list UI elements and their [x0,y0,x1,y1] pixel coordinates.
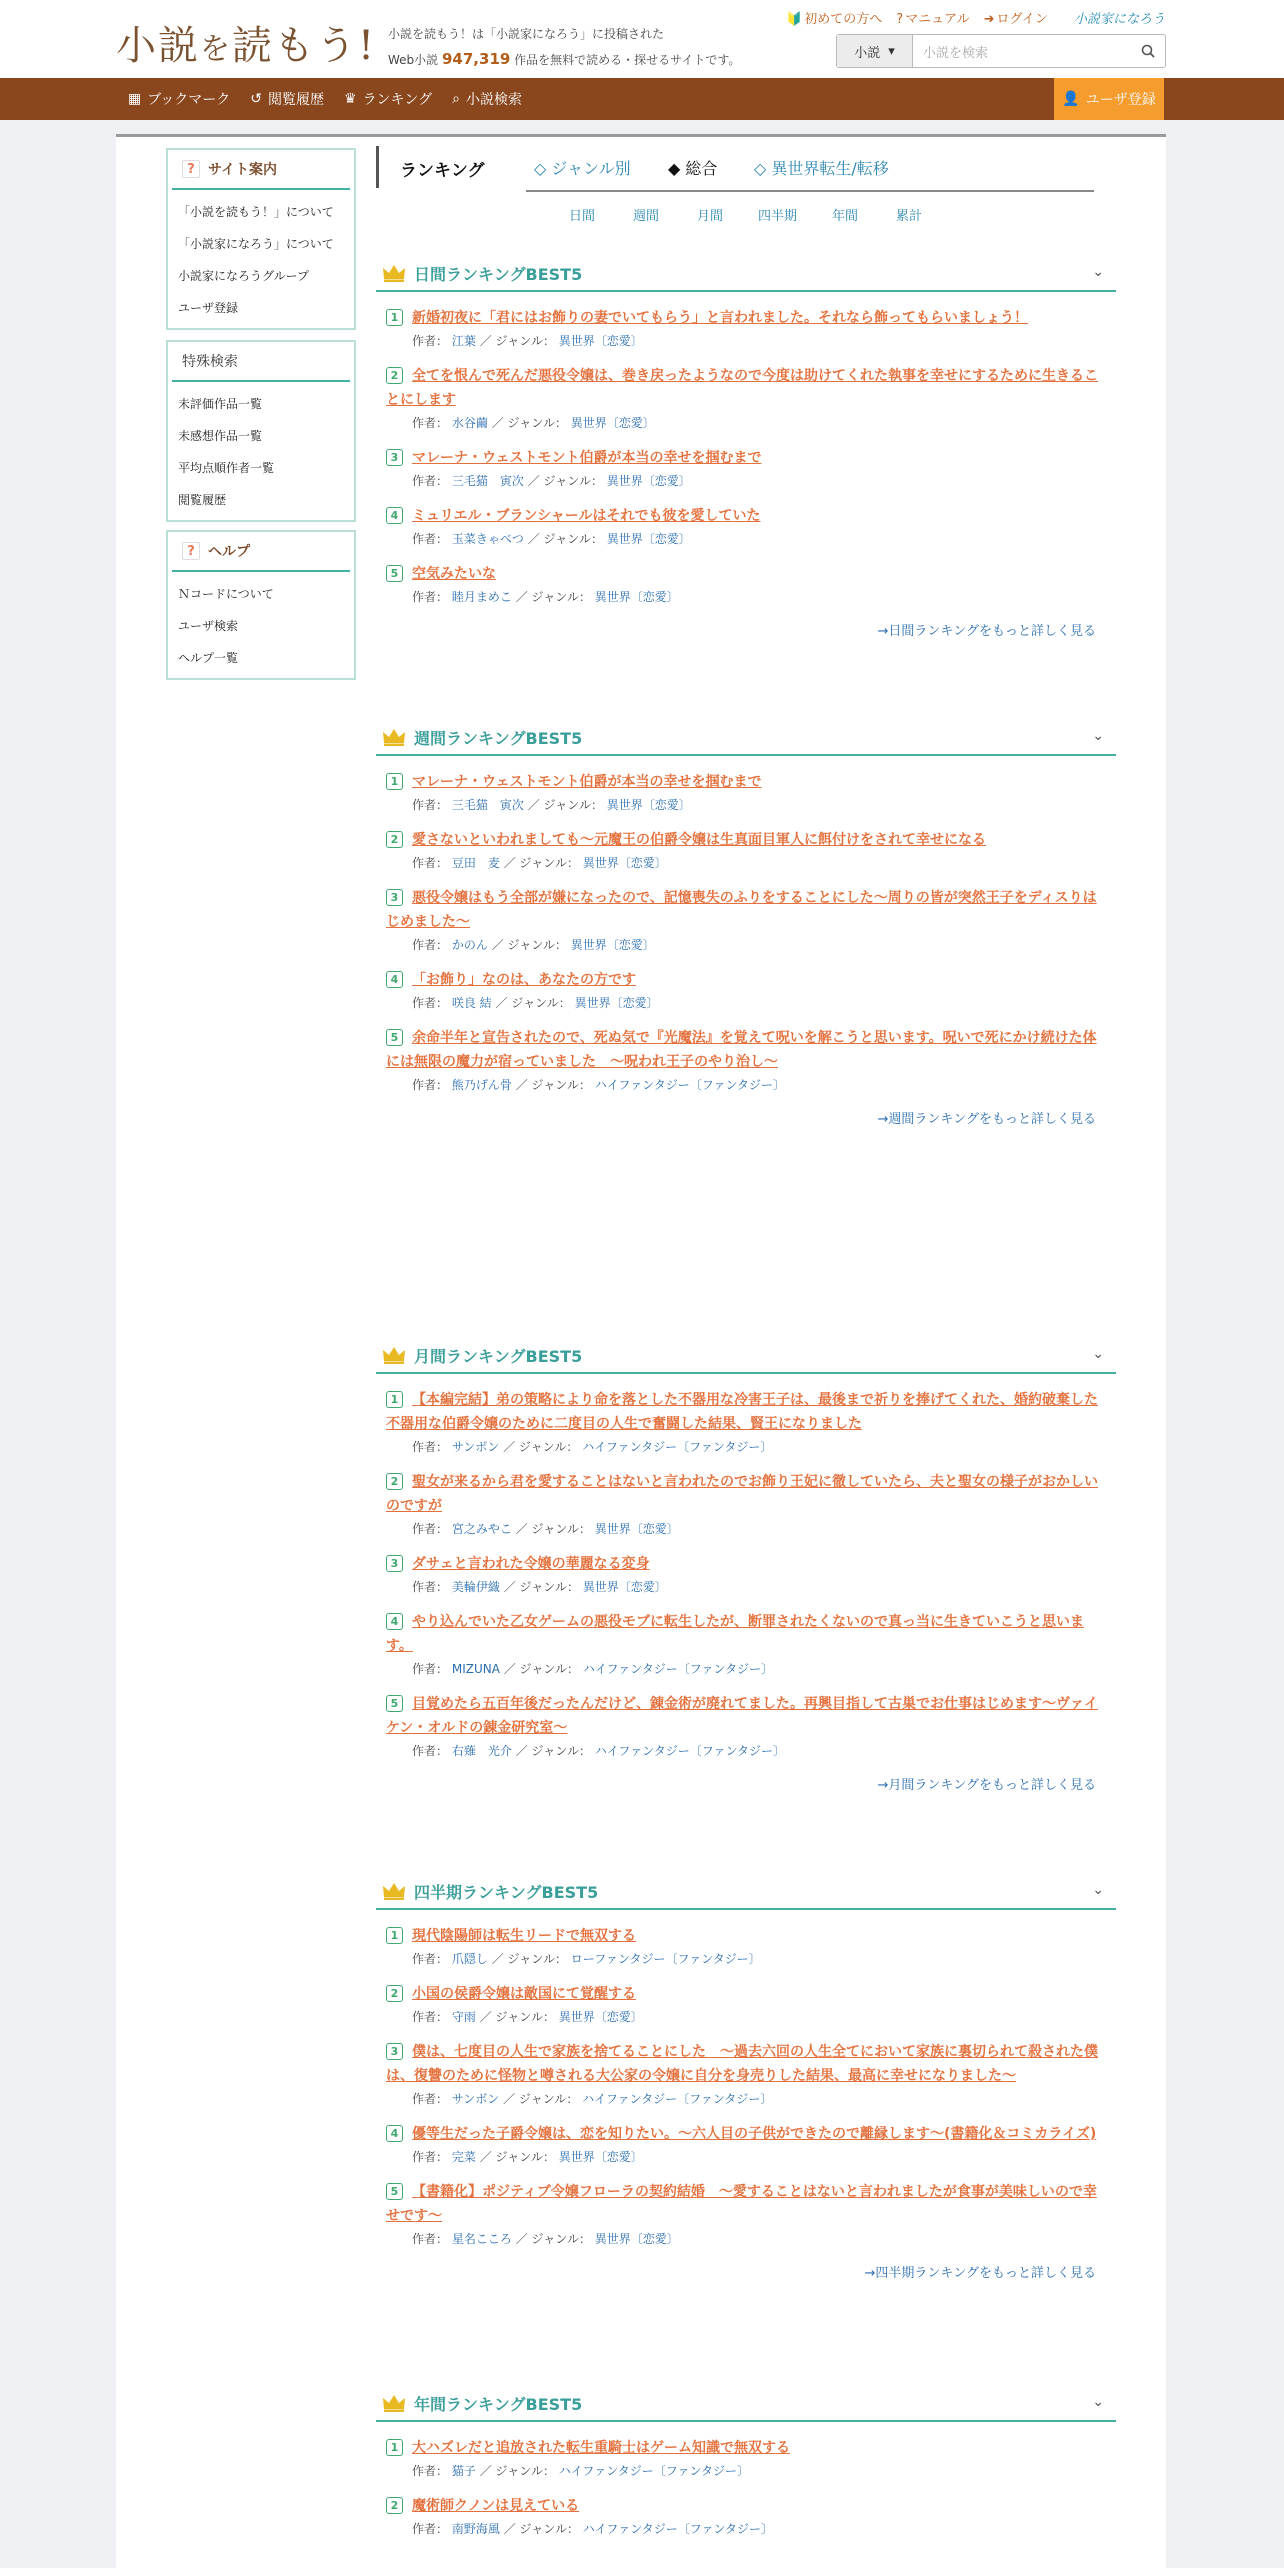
author-link[interactable]: 猫子 [451,2464,476,2478]
top-links [786,8,1048,27]
genre-link[interactable]: 異世界〔恋愛〕 [574,996,659,1010]
author-label: 作者： [412,334,449,348]
question-icon: ? [896,12,904,27]
login-link[interactable]: ➜ ログイン [983,12,1048,27]
ranking-entry [376,562,1116,606]
genre-label: ／ ジャンル： [515,1522,591,1536]
tab-isekai[interactable]: ◇ 異世界転生/転移 [754,159,889,178]
search-icon: ⌕ [452,91,460,107]
genre-label: ／ ジャンル： [527,532,603,546]
search-icon [1141,44,1155,58]
sidebar-item-help-list[interactable]: ヘルプ一覧 [178,651,239,665]
novel-meta [386,936,1106,954]
genre-label: ／ ジャンル： [515,1078,591,1092]
search-bar [836,34,1166,68]
period-tabs [566,205,925,224]
chevron-down-icon[interactable]: ⌄ [1092,1882,1104,1898]
author-link[interactable]: 睦月まめこ [451,590,512,604]
novel-title-link[interactable]: マレーナ・ウェストモント伯爵が本当の幸せを掴むまで [412,450,762,466]
rank-badge: 3 [386,449,403,466]
history-icon: ↺ [250,91,262,107]
novel-title-link[interactable]: 【書籍化】ポジティブ令嬢フローラの契約結婚 ～愛することはないと言われましたが食事が美味しいので幸せです～ [386,2184,1097,2224]
sidebar-item-no-review[interactable]: 未感想作品一覧 [178,429,263,443]
rank-badge: 3 [386,1555,403,1572]
chevron-down-icon[interactable]: ⌄ [1092,264,1104,280]
period-monthly[interactable]: 月間 [696,209,723,224]
period-total[interactable]: 累計 [896,209,923,224]
sidebar-item-ncode[interactable]: Ｎコードについて [178,587,274,601]
author-label: 作者： [412,2232,449,2246]
genre-label: ／ ジャンル： [479,2464,555,2478]
novel-meta [386,1950,1106,1968]
site-tagline: 小説を読もう！は「小説家になろう」に投稿された Web小説 947,319 作品を無料で読める・探せるサイトです。 [388,27,741,68]
author-link[interactable]: 南野海風 [451,2522,500,2536]
novel-meta [386,1076,1106,1094]
special-search-box [166,340,356,522]
chevron-down-icon: ▾ [888,43,895,59]
genre-label: ／ ジャンル： [503,2092,579,2106]
rank-badge: 2 [386,2497,403,2514]
novel-title-link[interactable]: 【本編完結】弟の策略により命を落とした不器用な冷害王子は、最後まで祈りを捧げてくれた、婚約破棄した不器用な伯爵令嬢のために二度目の人生で奮闘した結果、賢王になりました [386,1392,1098,1432]
novel-meta [386,530,1106,548]
novel-title-link[interactable]: 新婚初夜に「君にはお飾りの妻でいてもらう」と言われました。それなら飾ってもらいましょう！ [412,310,1028,326]
novel-title-link[interactable]: 全てを恨んで死んだ悪役令嬢は、巻き戻ったようなので今度は助けてくれた執事を幸せにするために生きることにします [386,368,1098,408]
section-header[interactable] [376,1338,1116,1374]
genre-link[interactable]: 異世界〔恋愛〕 [594,2232,679,2246]
novel-title-link[interactable]: 愛さないといわれましても～元魔王の伯爵令嬢は生真面目軍人に餌付けをされて幸せになる [412,832,986,848]
crown-icon: ♛ [344,91,357,107]
author-link[interactable]: 三毛猫 寅次 [451,798,524,812]
nav-history[interactable]: ↺ 閲覧履歴 [250,91,324,108]
section-title: 日間ランキングBEST5 [414,264,583,284]
genre-link[interactable]: 異世界〔恋愛〕 [570,938,655,952]
author-link[interactable]: 完菜 [451,2150,476,2164]
more-ranking-link[interactable]: →月間ランキングをもっと詳しく見る [877,1778,1096,1793]
novel-meta [386,2462,1106,2480]
author-label: 作者： [412,416,449,430]
chevron-down-icon[interactable]: ⌄ [1092,2394,1104,2410]
novel-meta [386,332,1106,350]
novel-title-link[interactable]: 「お飾り」なのは、あなたの方です [412,972,636,988]
author-label: 作者： [412,590,449,604]
genre-link[interactable]: ハイファンタジー〔ファンタジー〕 [558,2464,749,2478]
genre-label: ／ ジャンル： [515,2232,591,2246]
novel-title-link[interactable]: 魔術師クノンは見えている [412,2498,580,2514]
narou-brand-link[interactable]: 小説家になろう [1074,12,1166,27]
novel-title-link[interactable]: 悪役令嬢はもう全部が嫌になったので、記憶喪失のふりをすることにした～周りの皆が突然王子をディスりはじめました～ [386,890,1097,930]
author-label: 作者： [412,1744,449,1758]
novel-title-link[interactable]: 目覚めたら五百年後だったんだけど、錬金術が廃れてました。再興目指して古巣でお仕事はじめます～ヴァイケン・オルドの錬金研究室～ [386,1696,1098,1736]
genre-link[interactable]: 異世界〔恋愛〕 [582,1580,667,1594]
genre-label: ／ ジャンル： [503,1662,580,1676]
work-count: 947,319 [442,50,511,68]
novel-title-link[interactable]: やり込んでいた乙女ゲームの悪役モブに転生したが、断罪されたくないので真っ当に生きていこうと思います。 [386,1614,1084,1654]
ranking-entry [376,1610,1116,1678]
section-title: 年間ランキングBEST5 [414,2394,583,2414]
crown-icon [382,727,406,747]
ranking-entry [376,2040,1116,2108]
novel-meta [386,2520,1106,2538]
genre-label: ／ ジャンル： [503,2522,579,2536]
search-button[interactable] [1131,35,1165,67]
author-label: 作者： [412,2092,449,2106]
chevron-down-icon[interactable]: ⌄ [1092,1346,1104,1362]
genre-link[interactable]: ハイファンタジー〔ファンタジー〕 [594,1078,785,1092]
genre-link[interactable]: 異世界〔恋愛〕 [558,2150,643,2164]
ranking-entry [376,2494,1116,2538]
rank-badge: 4 [386,1613,403,1630]
genre-label: ／ ジャンル： [491,416,567,430]
author-link[interactable]: 三毛猫 寅次 [451,474,524,488]
rank-badge: 4 [386,2125,403,2142]
first-time-link[interactable]: 🔰 初めての方へ [786,12,883,27]
author-link[interactable]: MIZUNA [451,1662,500,1676]
genre-link[interactable]: ハイファンタジー〔ファンタジー〕 [582,1662,774,1676]
site-guide-title: ? サイト案内 [172,150,350,190]
search-type-select[interactable]: 小説 ▾ [837,35,913,67]
section-header[interactable] [376,720,1116,756]
genre-label: ／ ジャンル： [503,856,579,870]
site-guide-box [166,148,356,330]
genre-label: ／ ジャンル： [491,938,567,952]
ranking-section-weekly [376,720,1116,1127]
ranking-entry [376,1470,1116,1538]
author-label: 作者： [412,1522,449,1536]
author-link[interactable]: 熊乃げん骨 [451,1078,512,1092]
rank-badge: 5 [386,1029,403,1046]
period-yearly[interactable]: 年間 [832,209,859,224]
manual-link[interactable]: ? マニュアル [896,12,970,27]
section-title: 月間ランキングBEST5 [414,1346,583,1366]
ranking-entry [376,1924,1116,1968]
author-link[interactable]: 豆田 麦 [451,856,500,870]
ranking-entry [376,1026,1116,1094]
section-header[interactable] [376,2386,1116,2422]
ranking-entry [376,2436,1116,2480]
author-label: 作者： [412,2464,449,2478]
sidebar-item-group[interactable]: 小説家になろうグループ [178,269,310,283]
genre-label: ／ ジャンル： [503,1440,579,1454]
crown-icon [382,1881,406,1901]
author-link[interactable]: 水谷繭 [451,416,488,430]
novel-title-link[interactable]: マレーナ・ウェストモント伯爵が本当の幸せを掴むまで [412,774,762,790]
novel-title-link[interactable]: 優等生だった子爵令嬢は、恋を知りたい。～六人目の子供ができたので離縁します～(書籍化＆コミカライズ) [412,2126,1097,2142]
novel-title-link[interactable]: 小国の侯爵令嬢は敵国にて覚醒する [412,1986,636,2002]
ranking-entry [376,504,1116,548]
genre-link[interactable]: 異世界〔恋愛〕 [570,416,655,430]
novel-title-link[interactable]: 余命半年と宣告されたので、死ぬ気で『光魔法』を覚えて呪いを解こうと思います。呪いで死にかけ続けた体には無限の魔力が宿っていました 〜呪われ王子のやり治し〜 [386,1030,1097,1070]
rank-badge: 2 [386,367,403,384]
sidebar-item-register[interactable]: ユーザ登録 [178,301,239,315]
author-label: 作者： [412,2010,449,2024]
genre-label: ／ ジャンル： [515,590,591,604]
author-label: 作者： [412,474,449,488]
novel-meta [386,796,1106,814]
section-header[interactable] [376,1874,1116,1910]
genre-label: ／ ジャンル： [515,1744,591,1758]
novel-title-link[interactable]: 空気みたいな [412,566,496,582]
more-ranking-link[interactable]: →四半期ランキングをもっと詳しく見る [864,2266,1096,2281]
nav-ranking[interactable]: ♛ ランキング [344,91,433,108]
novel-title-link[interactable]: 聖女が来るから君を愛することはないと言われたのでお飾り王妃に徹していたら、夫と聖女の様子がおかしいのですが [386,1474,1098,1514]
chevron-down-icon[interactable]: ⌄ [1092,728,1104,744]
genre-link[interactable]: ハイファンタジー〔ファンタジー〕 [582,1440,773,1454]
ranking-entry [376,2122,1116,2166]
help-box [166,530,356,680]
novel-meta [386,994,1106,1012]
genre-link[interactable]: 異世界〔恋愛〕 [606,474,691,488]
user-register-button[interactable]: 👤 ユーザ登録 [1054,78,1164,120]
novel-meta [386,472,1106,490]
novel-meta [386,1578,1106,1596]
genre-label: ／ ジャンル： [527,798,603,812]
author-link[interactable]: 右薙 光介 [451,1744,512,1758]
special-search-title: 特殊検索 [172,342,350,382]
site-logo[interactable]: 小説を読もう! [116,23,377,69]
beginner-icon: 🔰 [786,12,803,27]
author-link[interactable]: サンボン [451,2092,500,2106]
tab-genre[interactable]: ◇ ジャンル別 [534,159,631,178]
genre-label: ／ ジャンル： [479,334,555,348]
tab-overall[interactable]: ◆ 総合 [668,159,718,178]
author-label: 作者： [412,1662,449,1676]
author-link[interactable]: 守雨 [451,2010,476,2024]
rank-badge: 1 [386,1391,403,1408]
ranking-entry [376,828,1116,872]
author-link[interactable]: 爪隠し [451,1952,488,1966]
rank-badge: 2 [386,831,403,848]
novel-title-link[interactable]: 僕は、七度目の人生で家族を捨てることにした ～過去六回の人生全てにおいて家族に裏切られて殺された僕は、復讐のために怪物と噂される大公家の令嬢に自分を身売りした結果、最高に幸せになりました～ [386,2044,1098,2084]
rank-badge: 3 [386,889,403,906]
genre-link[interactable]: ローファンタジー〔ファンタジー〕 [570,1952,761,1966]
genre-label: ／ ジャンル： [495,996,571,1010]
bookmark-icon: ▦ [128,91,142,107]
main-nav [0,78,1284,120]
user-icon: 👤 [1062,91,1080,107]
rank-badge: 1 [386,773,403,790]
more-ranking-link[interactable]: →日間ランキングをもっと詳しく見る [877,624,1096,639]
rank-badge: 2 [386,1473,403,1490]
ranking-entry [376,306,1116,350]
ranking-entry [376,886,1116,954]
ranking-entry [376,1692,1116,1760]
sidebar-item-about-yomou[interactable]: 「小説を読もう！」について [178,205,334,219]
search-input[interactable]: 小説を検索 [923,45,989,61]
author-link[interactable]: 玉菜きゃべつ [451,532,524,546]
rank-badge: 4 [386,971,403,988]
author-link[interactable]: 美輪伊織 [451,1580,500,1594]
novel-meta [386,2090,1106,2108]
sidebar-item-about-narou[interactable]: 「小説家になろう」について [178,237,334,251]
genre-link[interactable]: 異世界〔恋愛〕 [594,1522,679,1536]
author-link[interactable]: 星名こころ [451,2232,512,2246]
crown-icon [382,1345,406,1365]
ranking-entry [376,1982,1116,2026]
login-icon: ➜ [983,12,995,27]
author-link[interactable]: 宮之みやこ [451,1522,512,1536]
author-label: 作者： [412,2150,449,2164]
novel-meta [386,854,1106,872]
nav-bookmark[interactable]: ▦ ブックマーク [128,91,231,108]
novel-title-link[interactable]: ダサェと言われた令嬢の華麗なる変身 [412,1556,650,1572]
nav-search[interactable]: ⌕ 小説検索 [452,91,522,108]
page-title: ランキング [400,161,485,181]
ranking-entry [376,446,1116,490]
ranking-entry [376,968,1116,1012]
more-ranking-link[interactable]: →週間ランキングをもっと詳しく見る [877,1112,1096,1127]
author-label: 作者： [412,1580,449,1594]
genre-label: ／ ジャンル： [503,1580,579,1594]
genre-label: ／ ジャンル： [479,2010,555,2024]
novel-meta [386,1520,1106,1538]
author-link[interactable]: サンボン [451,1440,500,1454]
rank-badge: 5 [386,565,403,582]
novel-meta [386,1438,1106,1456]
period-weekly[interactable]: 週間 [632,209,659,224]
section-header[interactable] [376,256,1116,292]
novel-meta [386,1660,1106,1678]
author-link[interactable]: かのん [451,938,488,952]
genre-link[interactable]: 異世界〔恋愛〕 [594,590,679,604]
genre-link[interactable]: 異世界〔恋愛〕 [606,532,691,546]
help-title: ? ヘルプ [172,532,350,572]
author-label: 作者： [412,856,449,870]
question-icon: ? [182,160,200,178]
genre-link[interactable]: ハイファンタジー〔ファンタジー〕 [582,2092,773,2106]
rank-badge: 4 [386,507,403,524]
novel-meta [386,2148,1106,2166]
genre-label: ／ ジャンル： [491,1952,567,1966]
period-daily[interactable]: 日間 [568,209,595,224]
ranking-entry [376,364,1116,432]
novel-meta [386,414,1106,432]
rank-badge: 5 [386,2183,403,2200]
crown-icon [382,263,406,283]
author-label: 作者： [412,996,449,1010]
tab-underline [526,190,1094,192]
rank-badge: 1 [386,309,403,326]
ranking-entry [376,2180,1116,2248]
rank-badge: 1 [386,1927,403,1944]
sidebar-item-history[interactable]: 閲覧履歴 [178,493,227,507]
ranking-tabs [376,146,1094,192]
author-link[interactable]: 咲良 結 [451,996,492,1010]
genre-link[interactable]: 異世界〔恋愛〕 [558,2010,643,2024]
novel-title-link[interactable]: ミュリエル・ブランシャールはそれでも彼を愛していた [412,508,761,524]
rank-badge: 3 [386,2043,403,2060]
genre-link[interactable]: 異世界〔恋愛〕 [606,798,691,812]
novel-meta [386,2230,1106,2248]
genre-label: ／ ジャンル： [527,474,603,488]
author-label: 作者： [412,1952,449,1966]
crown-icon [382,2393,406,2413]
genre-link[interactable]: ハイファンタジー〔ファンタジー〕 [582,2522,773,2536]
rank-badge: 2 [386,1985,403,2002]
question-icon: ? [182,542,200,560]
author-label: 作者： [412,1078,449,1092]
ranking-section-yearly [376,2386,1116,2538]
sidebar-item-unrated[interactable]: 未評価作品一覧 [178,397,263,411]
genre-label: ／ ジャンル： [479,2150,555,2164]
sidebar-item-user-search[interactable]: ユーザ検索 [178,619,239,633]
title-bar-accent [376,146,379,188]
ranking-entry [376,770,1116,814]
author-label: 作者： [412,798,449,812]
section-title: 週間ランキングBEST5 [414,728,583,748]
genre-link[interactable]: 異世界〔恋愛〕 [558,334,643,348]
ranking-entry [376,1388,1116,1456]
author-link[interactable]: 江葉 [451,334,476,348]
ranking-section-daily [376,256,1116,639]
rank-badge: 5 [386,1695,403,1712]
section-title: 四半期ランキングBEST5 [414,1882,599,1902]
period-quarterly[interactable]: 四半期 [758,209,798,224]
ranking-section-monthly [376,1338,1116,1793]
site-header [0,0,1284,78]
sidebar-item-avg-author[interactable]: 平均点順作者一覧 [178,461,275,475]
author-label: 作者： [412,1440,449,1454]
novel-meta [386,2008,1106,2026]
novel-meta [386,588,1106,606]
novel-title-link[interactable]: 現代陰陽師は転生リードで無双する [412,1928,636,1944]
genre-link[interactable]: ハイファンタジー〔ファンタジー〕 [594,1744,785,1758]
rank-badge: 1 [386,2439,403,2456]
ranking-entry [376,1552,1116,1596]
novel-title-link[interactable]: 大ハズレだと追放された転生重騎士はゲーム知識で無双する [412,2440,790,2456]
author-label: 作者： [412,532,449,546]
author-label: 作者： [412,938,449,952]
author-label: 作者： [412,2522,449,2536]
genre-link[interactable]: 異世界〔恋愛〕 [582,856,667,870]
novel-meta [386,1742,1106,1760]
ranking-section-quarterly [376,1874,1116,2281]
